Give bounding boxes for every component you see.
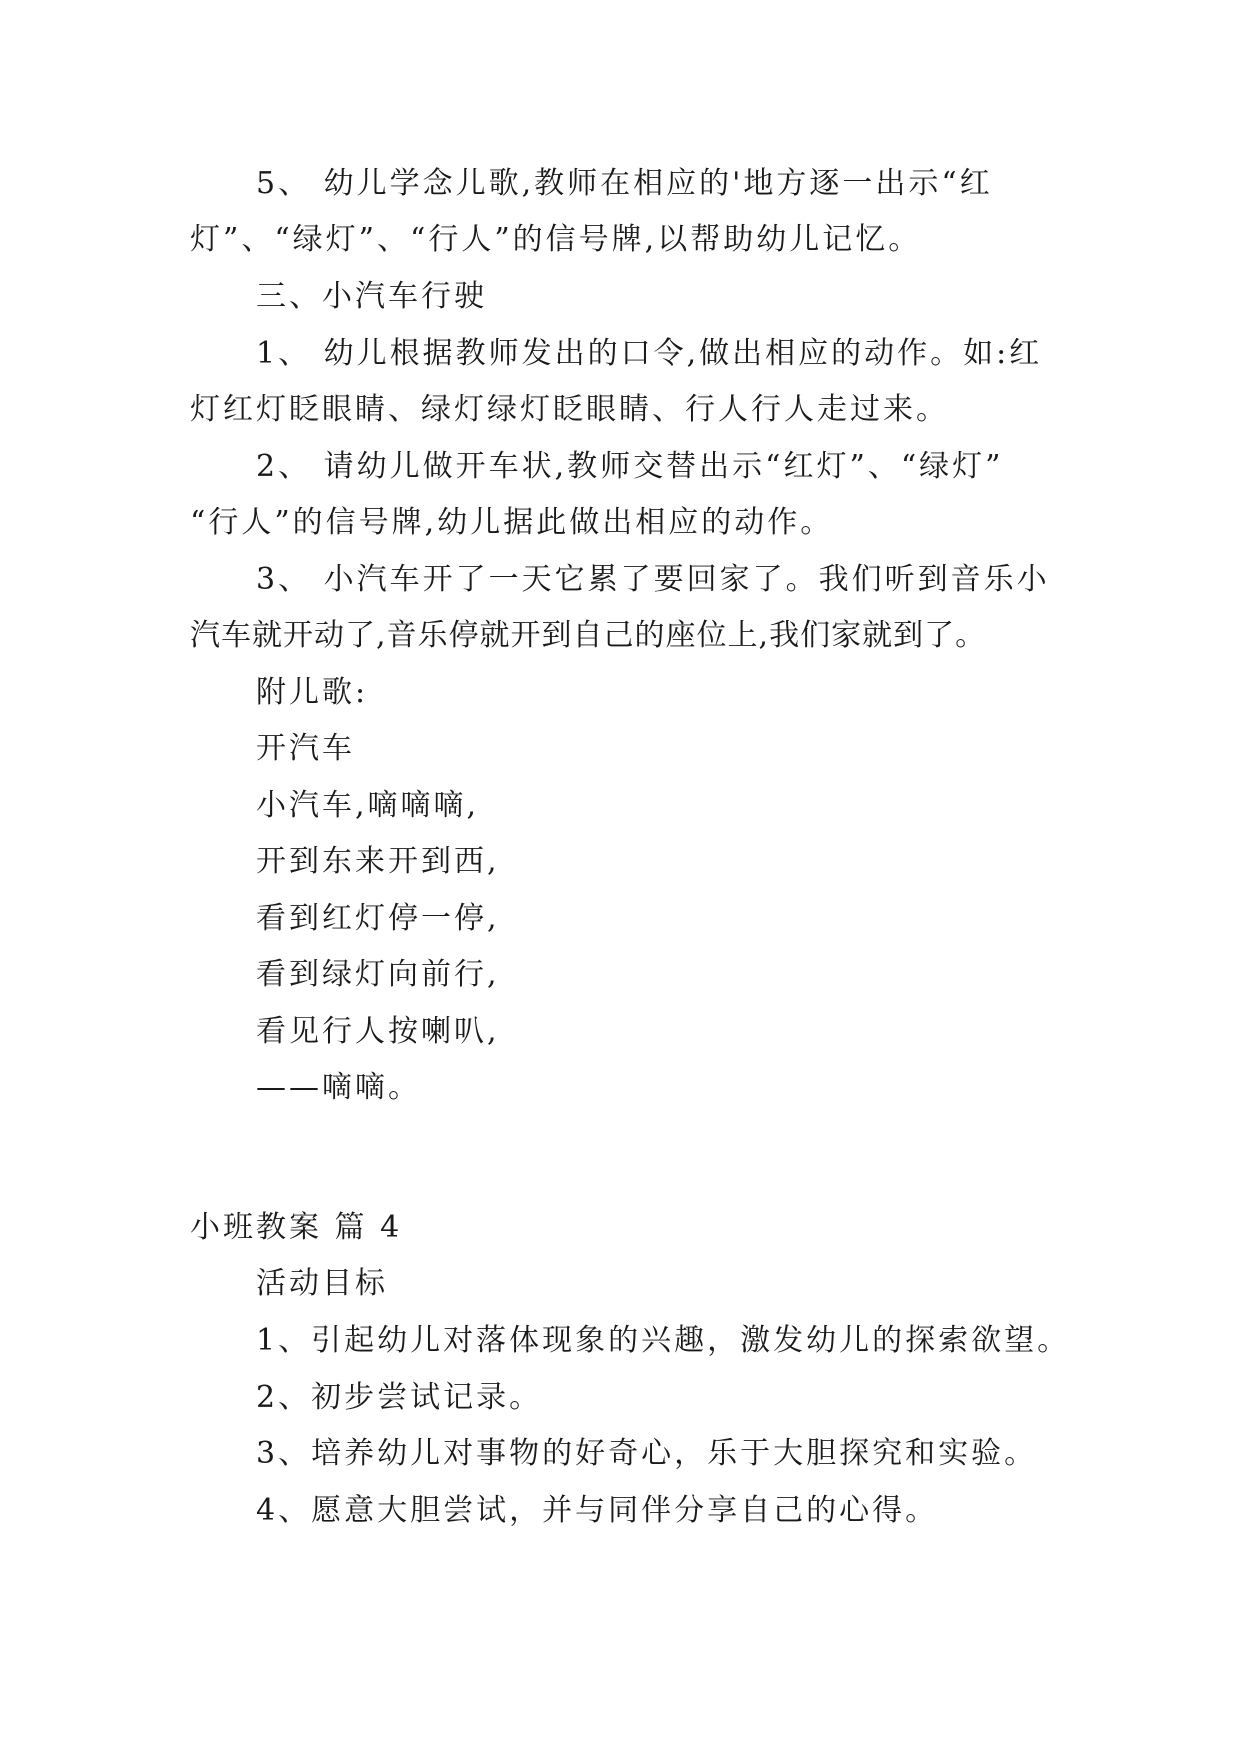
item2-line2: “行人”的信号牌,幼儿据此做出相应的动作。 [190,505,834,540]
song-line: 小汽车,嘀嘀嘀, [256,788,480,823]
item2-line1: 2、 请幼儿做开车状,教师交替出示“红灯”、“绿灯” [256,449,1004,484]
item1-line2: 灯红灯眨眼睛、绿灯绿灯眨眼睛、行人行人走过来。 [190,392,949,427]
song-label: 附儿歌: [256,675,369,710]
song-line: ——嘀嘀。 [256,1070,421,1105]
item3-line2: 汽车就开动了,音乐停就开到自己的座位上,我们家就到了。 [190,618,987,653]
lesson-title: 小班教案 篇 4 [190,1210,403,1245]
item5-line2: 灯”、“绿灯”、“行人”的信号牌,以帮助幼儿记忆。 [190,222,922,257]
item3-line1: 3、 小汽车开了一天它累了要回家了。我们听到音乐小 [256,562,1050,597]
section-heading: 三、小汽车行驶 [256,279,487,314]
goal-item: 2、初步尝试记录。 [256,1380,543,1415]
goal-item: 1、引起幼儿对落体现象的兴趣，激发幼儿的探索欲望。 [256,1323,1071,1358]
item5-line1: 5、 幼儿学念儿歌,教师在相应的'地方逐一出示“红 [256,166,993,201]
song-line: 开到东来开到西, [256,844,500,879]
song-line: 看到绿灯向前行, [256,957,500,992]
song-line: 看见行人按喇叭, [256,1014,500,1049]
goals-heading: 活动目标 [256,1266,388,1301]
song-title: 开汽车 [256,731,355,766]
item1-line1: 1、 幼儿根据教师发出的口令,做出相应的动作。如:红 [256,336,1043,371]
song-line: 看到红灯停一停, [256,901,500,936]
goal-item: 3、培养幼儿对事物的好奇心，乐于大胆探究和实验。 [256,1436,1038,1471]
goal-item: 4、愿意大胆尝试，并与同伴分享自己的心得。 [256,1493,939,1528]
